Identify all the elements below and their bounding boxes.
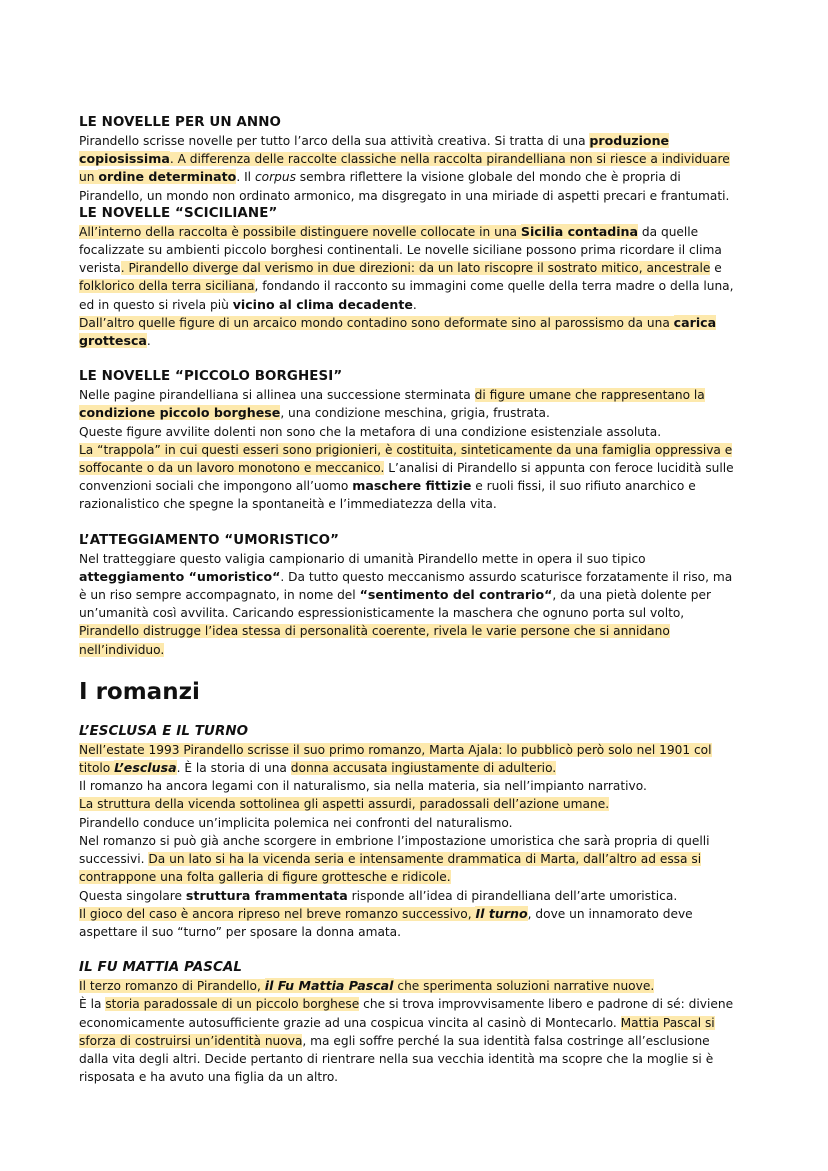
paragraph-embrione: Nel romanzo si può già anche scorgere in embrione l’impostazione umoristica che sarà propria di quelli successivi. Da un lato si ha la vicenda seria e intensamente drammatica di Marta, dall’altro ad essa si contrappone una folta galleria di figure grottesche e ridicole. xyxy=(79,833,710,885)
paragraph-novelle-siciliane: All’interno della raccolta è possibile distinguere novelle collocate in una Sicilia contadina da quelle focalizzate su ambienti piccolo borghesi continentali. Le novelle siciliane possono prima ricordare il clima verista. Pirandello diverge dal verismo in due direzioni: da un lato riscopre il sostrato mitico, ancestrale e folklorico della terra siciliana, fondando il racconto su immagini come quelle della terra madre o della luna, ed in questo si rivela più vicino al clima decadente. xyxy=(79,223,734,312)
highlight: Dall’altro quelle figure di un arcaico mondo contadino sono deformate sino al parossismo da una xyxy=(79,315,674,330)
highlight: Pirandello distrugge l’idea stessa di personalità coerente, rivela le varie persone che si annidano nell’individuo. xyxy=(79,624,670,657)
document-page xyxy=(79,114,739,1086)
highlight: condizione piccolo borghese xyxy=(79,405,281,421)
highlight: La struttura della vicenda sottolinea gli aspetti assurdi, paradossali dell’azione umane. xyxy=(79,797,610,812)
paragraph-novelle-per-un-anno: Pirandello scrisse novelle per tutto l’arco della sua attività creativa. Si tratta di una produzione copiosissima. A differenza delle raccolte classiche nella raccolta pirandelliana non si riesce a individuare un ordine determinato. Il corpus sembra riflettere la visione globale del mondo che è propria di Pirandello, un mondo non ordinato armonico, ma disgregato in una miriade di aspetti precari e frantumati. xyxy=(79,133,730,203)
heading-novelle-piccolo-borghesi: LE NOVELLE “PICCOLO BORGHESI” xyxy=(79,369,343,385)
heading-novelle-siciliane: LE NOVELLE “SCICILIANE” xyxy=(79,205,278,221)
paragraph-il-turno: Il gioco del caso è ancora ripreso nel breve romanzo successivo, Il turno, dove un innamorato deve aspettare il suo “turno” per sposare la donna amata. xyxy=(79,905,693,939)
paragraph-metafora: Queste figure avvilite dolenti non sono che la metafora di una condizione esistenziale assoluta. xyxy=(79,424,662,439)
highlight: . A differenza delle raccolte classiche nella raccolta pirandelliana non si riesce a individuare un xyxy=(79,152,730,185)
highlight: Mattia Pascal si sforza di costruirsi un’identità nuova xyxy=(79,1015,715,1048)
paragraph-esclusa: Nell’estate 1993 Pirandello scrisse il suo primo romanzo, Marta Ajala: lo pubblicò però solo nel 1901 col titolo L’esclusa. È la storia di una donna accusata ingiustamente di adulterio. xyxy=(79,742,712,776)
paragraph-trappola: La “trappola” in cui questi esseri sono prigionieri, è costituita, sinteticamente da una famiglia oppressiva e soffocante o da un lavoro monotono e meccanico. L’analisi di Pirandello si appunta con feroce lucidità sulle convenzioni sociali che impongono all’uomo maschere fittizie e ruoli fissi, il suo rifiuto anarchico e razionalistico che spegne la spontaneità e l’immediatezza della vita. xyxy=(79,442,734,512)
paragraph-umoristico: Nel tratteggiare questo valigia campionario di umanità Pirandello mette in opera il suo tipico atteggiamento “umoristico“. Da tutto questo meccanismo assurdo scaturisce forzatamente il riso, ma è un riso sempre accompagnato, in nome del “sentimento del contrario“, da una pietà dolente per un’umanità così avvilita. Caricando espressionisticamente la maschera che ognuno porta sul volto, Pirandello distrugge l’idea stessa di personalità coerente, rivela le varie persone che si annidano nell’individuo. xyxy=(79,551,733,657)
highlight: Da un lato si ha la vicenda seria e intensamente drammatica di Marta, dall’altro ad essa si contrappone una folta galleria di figure grottesche e ridicole. xyxy=(79,852,702,885)
heading-i-romanzi: I romanzi xyxy=(79,678,200,705)
highlight: Il gioco del caso è ancora ripreso nel breve romanzo successivo, xyxy=(79,906,476,921)
highlight: . Pirandello diverge dal verismo in due direzioni: da un lato riscopre il sostrato mitico, ancestrale xyxy=(120,261,711,276)
paragraph-piccolo-borghesi: Nelle pagine pirandelliana si allinea una successione sterminata di figure umane che rappresentano la condizione piccolo borghese, una condizione meschina, grigia, frustrata. xyxy=(79,388,705,421)
heading-novelle-per-un-anno: LE NOVELLE PER UN ANNO xyxy=(79,115,281,130)
highlight: folklorico della terra siciliana xyxy=(79,279,255,294)
paragraph-struttura-vicenda xyxy=(79,795,739,813)
highlight: Il turno xyxy=(475,905,528,921)
highlight: carica grottesca xyxy=(79,314,717,349)
paragraph-terzo-romanzo xyxy=(79,977,739,995)
highlight: Nell’estate 1993 Pirandello scrisse il suo primo romanzo, Marta Ajala: lo pubblicò però solo nel 1901 col titolo xyxy=(79,742,712,776)
paragraph-struttura-frammentata: Questa singolare struttura frammentata risponde all’idea di pirandelliana dell’arte umoristica. xyxy=(79,887,678,903)
highlight: che sperimenta soluzioni narrative nuove. xyxy=(393,979,655,994)
highlight: L’esclusa xyxy=(114,760,177,776)
paragraph-carica-grottesca: Dall’altro quelle figure di un arcaico mondo contadino sono deformate sino al parossismo da una carica grottesca. xyxy=(79,314,717,349)
highlight: storia paradossale di un piccolo borghese xyxy=(105,997,360,1012)
heading-fu-mattia-pascal: IL FU MATTIA PASCAL xyxy=(79,960,243,976)
paragraph-naturalismo: Il romanzo ha ancora legami con il naturalismo, sia nella materia, sia nell’impianto narrativo. xyxy=(79,779,647,794)
highlight: ordine determinato xyxy=(98,169,237,185)
heading-atteggiamento-umoristico: L’ATTEGGIAMENTO “UMORISTICO” xyxy=(79,532,340,548)
highlight: di figure umane che rappresentano la xyxy=(474,388,705,403)
paragraph-polemica: Pirandello conduce un’implicita polemica nei confronti del naturalismo. xyxy=(79,815,513,830)
highlight: produzione copiosissima xyxy=(79,133,670,167)
paragraph-storia-paradossale: È la storia paradossale di un piccolo borghese che si trova improvvisamente libero e padrone di sé: diviene economicamente autosufficiente grazie ad una cospicua vincita al casinò di Montecarlo. Mattia Pascal si sforza di costruirsi un’identità nuova, ma egli soffre perché la sua identità falsa costringe all’esclusione dalla vita degli altri. Decide pertanto di rientrare nella sua vecchia identità ma scopre che la moglie si è risposata e ha avuto una figlia da un altro. xyxy=(79,997,734,1085)
highlight: il Fu Mattia Pascal xyxy=(264,978,394,994)
highlight: La “trappola” in cui questi esseri sono prigionieri, è costituita, sinteticamente da una famiglia oppressiva e soffocante o da un lavoro monotono e meccanico. xyxy=(79,442,733,476)
highlight: Il terzo romanzo di Pirandello, xyxy=(79,979,265,994)
heading-esclusa-turno: L’ESCLUSA E IL TURNO xyxy=(79,723,249,739)
highlight: All’interno della raccolta è possibile distinguere novelle collocate in una xyxy=(79,224,521,239)
highlight: Sicilia contadina xyxy=(520,223,638,239)
highlight: donna accusata ingiustamente di adulterio. xyxy=(290,761,557,776)
